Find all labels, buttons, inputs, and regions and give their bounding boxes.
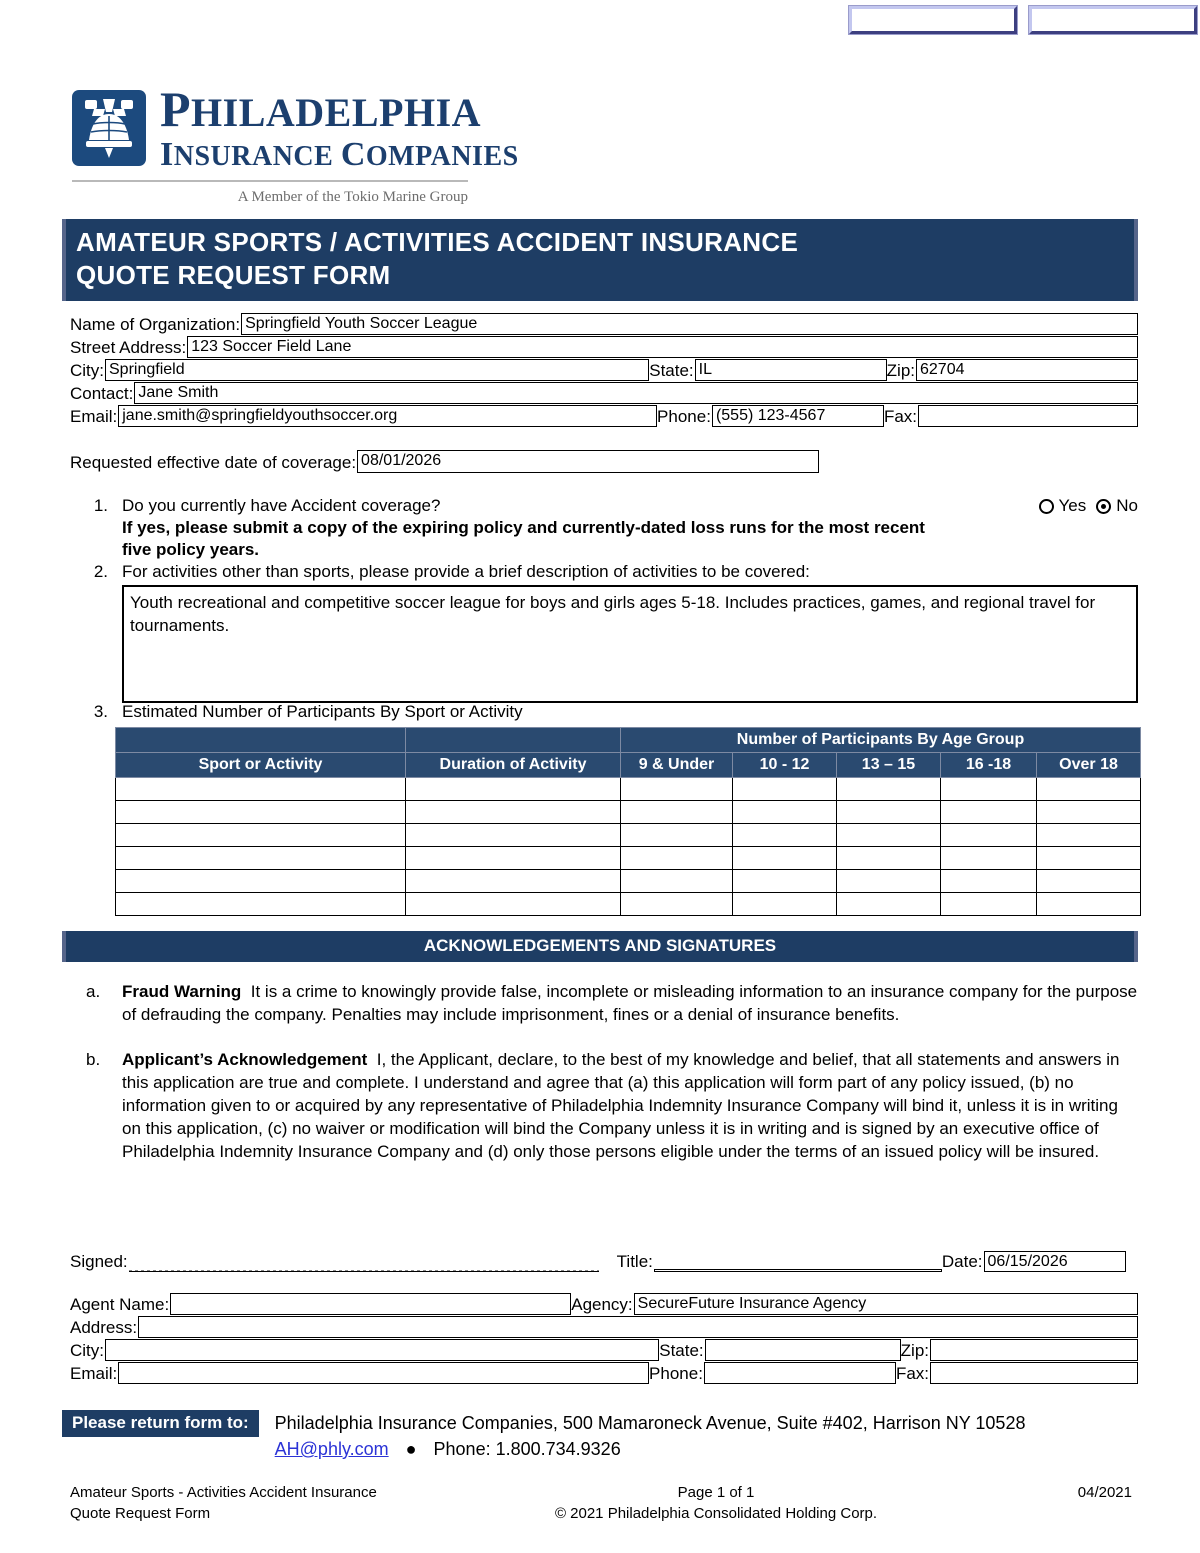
org-email-input[interactable]: jane.smith@springfieldyouthsoccer.org: [118, 405, 657, 427]
table-row: [116, 801, 1141, 824]
org-contact-input[interactable]: Jane Smith: [134, 382, 1138, 404]
agent-email-phone-fax-row: [70, 1362, 1138, 1384]
group-header-blank-2: [406, 728, 621, 753]
cell-9-under[interactable]: [621, 778, 733, 801]
org-street-row: [70, 336, 1138, 358]
ack-a-heading: Fraud Warning: [122, 982, 242, 1001]
org-street-label: Street Address:: [70, 338, 187, 357]
table-row: [116, 778, 1141, 801]
cell-13-15[interactable]: [837, 801, 941, 824]
org-city-label: City:: [70, 361, 104, 380]
org-phone-input[interactable]: (555) 123-4567: [712, 405, 884, 427]
agent-city-state-zip-row: [70, 1339, 1138, 1361]
cell-13-15[interactable]: [837, 824, 941, 847]
cell-10-12[interactable]: [733, 824, 837, 847]
table-row: [116, 870, 1141, 893]
logo-rest-companies: OMPANIES: [365, 141, 519, 172]
group-header-age-group: Number of Participants By Age Group: [621, 728, 1141, 753]
agent-zip-label: Zip:: [900, 1341, 929, 1360]
signed-input[interactable]: [129, 1253, 599, 1272]
question-2: [70, 561, 1138, 703]
column-header-10-12: 10 - 12: [733, 753, 837, 778]
agent-email-label: Email:: [70, 1364, 118, 1383]
question-3: [70, 701, 1138, 723]
footer-page-number: Page 1 of 1: [677, 1484, 755, 1501]
org-zip-label: Zip:: [886, 361, 915, 380]
ack-b-heading: Applicant’s Acknowledgement: [122, 1050, 368, 1069]
footer-left-line1: Amateur Sports - Activities Accident Insurance: [70, 1484, 377, 1501]
cell-duration[interactable]: [406, 893, 621, 916]
agency-label: Agency:: [571, 1295, 633, 1314]
org-email-label: Email:: [70, 407, 118, 426]
column-header-9-under: 9 & Under: [621, 753, 733, 778]
cell-10-12[interactable]: [733, 778, 837, 801]
title-input[interactable]: [654, 1269, 942, 1272]
acknowledgements-banner: ACKNOWLEDGEMENTS AND SIGNATURES: [62, 931, 1138, 962]
effective-date-input[interactable]: 08/01/2026: [357, 450, 819, 473]
ack-b-body: I, the Applicant, declare, to the best of my knowledge and belief, that all statements and answers in this application are true and complete. I understand and agree that (a) this application will form part of any policy issued, (b) no information given to or acquired by any representative of Philadelphia Indemnity Insurance Company will bind it, unless it is in writing on this application, (c) no waiver or modification will bind the Company unless it is in writing and is signed by an executive office of Philadelphia Indemnity Insurance Company and (d) only those persons eligible under the terms of an issued policy will be insured.: [122, 1050, 1120, 1161]
cell-9-under[interactable]: [621, 893, 733, 916]
column-header-over-18: Over 18: [1037, 753, 1141, 778]
agent-zip-input[interactable]: [930, 1339, 1138, 1361]
org-city-state-zip-row: [70, 359, 1138, 381]
org-name-label: Name of Organization:: [70, 315, 241, 334]
cell-sport[interactable]: [116, 847, 406, 870]
acknowledgements-section: [70, 980, 1138, 1185]
title-label: Title:: [616, 1252, 653, 1271]
date-input[interactable]: 06/15/2026: [984, 1251, 1126, 1272]
date-label: Date:: [941, 1252, 983, 1271]
footer-copyright: © 2021 Philadelphia Consolidated Holding Corp.: [554, 1505, 878, 1522]
cell-10-12[interactable]: [733, 847, 837, 870]
radio-option-no[interactable]: [1096, 495, 1138, 517]
agent-email-input[interactable]: [118, 1362, 649, 1384]
signature-section: [70, 1248, 1138, 1272]
column-header-16-18: 16 -18: [941, 753, 1037, 778]
acknowledgement-item-a: [70, 980, 1138, 1026]
question-1-text: Do you currently have Accident coverage?: [122, 496, 441, 515]
ack-a-body: It is a crime to knowingly provide false, incomplete or misleading information to an insurance company for the purpose of defrauding the company. Penalties may include imprisonment, fines or a denial of insurance benefits.: [122, 982, 1138, 1024]
cell-duration[interactable]: [406, 778, 621, 801]
ack-b-letter: b.: [86, 1050, 101, 1069]
question-1-radio-group: [1039, 495, 1138, 517]
org-phone-label: Phone:: [657, 407, 711, 426]
return-to-section: [62, 1410, 1142, 1462]
cell-9-under[interactable]: [621, 847, 733, 870]
cell-13-15[interactable]: [837, 893, 941, 916]
logo-divider: [72, 180, 468, 182]
company-logo: [72, 81, 519, 206]
cell-duration[interactable]: [406, 801, 621, 824]
question-2-number: 2.: [93, 562, 108, 581]
cell-over-18[interactable]: [1037, 778, 1141, 801]
cell-16-18[interactable]: [941, 778, 1037, 801]
cell-13-15[interactable]: [837, 870, 941, 893]
page-footer: [70, 1482, 1132, 1524]
org-name-input[interactable]: Springfield Youth Soccer League: [241, 313, 1138, 335]
question-1: [70, 495, 1138, 561]
org-contact-label: Contact:: [70, 384, 134, 403]
cell-over-18[interactable]: [1037, 893, 1141, 916]
org-state-input[interactable]: IL: [695, 359, 887, 381]
column-header-sport: Sport or Activity: [116, 753, 406, 778]
cell-9-under[interactable]: [621, 801, 733, 824]
agent-phone-input[interactable]: [704, 1362, 896, 1384]
radio-yes-icon[interactable]: [1039, 499, 1054, 514]
org-fax-label: Fax:: [883, 407, 917, 426]
footer-left-line2: Quote Request Form: [70, 1505, 211, 1522]
cell-over-18[interactable]: [1037, 847, 1141, 870]
participants-table: [115, 727, 1141, 916]
effective-date-label: Requested effective date of coverage:: [70, 453, 357, 472]
liberty-bell-icon: [72, 90, 146, 166]
cell-16-18[interactable]: [941, 870, 1037, 893]
return-to-email-link[interactable]: AH@phly.com: [274, 1439, 389, 1459]
ack-a-letter: a.: [86, 982, 101, 1001]
return-to-tag: Please return form to:: [62, 1410, 259, 1437]
agent-address-row: [70, 1316, 1138, 1338]
signed-label: Signed:: [70, 1252, 128, 1271]
questions-section: [70, 495, 1138, 703]
logo-text-philadelphia: [160, 81, 519, 137]
agent-state-label: State:: [659, 1341, 704, 1360]
cell-16-18[interactable]: [941, 801, 1037, 824]
radio-option-yes[interactable]: [1039, 495, 1087, 517]
footer-revision-date: 04/2021: [1077, 1484, 1132, 1501]
question-3-section: [70, 701, 1138, 916]
organization-section: [70, 313, 1138, 428]
cell-over-18[interactable]: [1037, 870, 1141, 893]
acknowledgement-item-b: [70, 1048, 1138, 1163]
cell-over-18[interactable]: [1037, 824, 1141, 847]
cell-10-12[interactable]: [733, 801, 837, 824]
cell-10-12[interactable]: [733, 893, 837, 916]
question-1-number: 1.: [93, 496, 108, 515]
logo-rest-philadelphia: HILADELPHIA: [191, 90, 482, 135]
cell-13-15[interactable]: [837, 847, 941, 870]
cell-9-under[interactable]: [621, 824, 733, 847]
agent-city-label: City:: [70, 1341, 104, 1360]
form-title-line1: AMATEUR SPORTS / ACTIVITIES ACCIDENT INSURANCE: [76, 227, 799, 257]
logo-cap-p: P: [160, 81, 192, 137]
agent-address-label: Address:: [70, 1318, 138, 1337]
bullet-separator-icon: ●: [405, 1439, 417, 1459]
top-field-left[interactable]: [849, 6, 1017, 34]
agent-state-input[interactable]: [705, 1339, 901, 1361]
agent-city-input[interactable]: [105, 1339, 659, 1361]
form-title-banner: [62, 219, 1138, 301]
org-email-phone-fax-row: [70, 405, 1138, 427]
cell-10-12[interactable]: [733, 870, 837, 893]
logo-cap-c: C: [340, 136, 366, 173]
agent-name-input[interactable]: [170, 1293, 571, 1315]
logo-tagline: A Member of the Tokio Marine Group: [237, 189, 468, 205]
logo-rest-insurance: NSURANCE: [173, 141, 334, 172]
cell-16-18[interactable]: [941, 893, 1037, 916]
cell-9-under[interactable]: [621, 870, 733, 893]
cell-sport[interactable]: [116, 801, 406, 824]
cell-over-18[interactable]: [1037, 801, 1141, 824]
activities-description-textarea[interactable]: Youth recreational and competitive soccer league for boys and girls ages 5-18. Includes practices, games, and regional travel for tournaments.: [122, 585, 1138, 703]
table-group-header-row: [116, 728, 1141, 753]
org-contact-row: [70, 382, 1138, 404]
table-row: [116, 893, 1141, 916]
cell-duration[interactable]: [406, 847, 621, 870]
radio-yes-label: Yes: [1058, 496, 1087, 515]
cell-16-18[interactable]: [941, 847, 1037, 870]
logo-text-insurance-companies: [160, 138, 519, 172]
org-name-row: [70, 313, 1138, 335]
cell-13-15[interactable]: [837, 778, 941, 801]
cell-sport[interactable]: [116, 824, 406, 847]
question-2-text: For activities other than sports, please provide a brief description of activities to be covered:: [122, 562, 810, 581]
cell-sport[interactable]: [116, 893, 406, 916]
question-3-number: 3.: [93, 702, 108, 721]
agent-phone-label: Phone:: [649, 1364, 703, 1383]
agent-name-agency-row: [70, 1293, 1138, 1315]
org-street-input[interactable]: 123 Soccer Field Lane: [187, 336, 1138, 358]
effective-date-row: [70, 450, 819, 473]
agent-fax-label: Fax:: [895, 1364, 929, 1383]
return-to-address: Philadelphia Insurance Companies, 500 Mamaroneck Avenue, Suite #402, Harrison NY 10528: [274, 1413, 1026, 1433]
column-header-13-15: 13 – 15: [837, 753, 941, 778]
agent-fax-input[interactable]: [930, 1362, 1138, 1384]
org-state-label: State:: [649, 361, 694, 380]
top-form-field-row: [0, 6, 1200, 42]
top-field-right[interactable]: [1029, 6, 1197, 34]
question-1-followup: If yes, please submit a copy of the expiring policy and currently-dated loss runs for the most recent five policy years.: [122, 518, 925, 559]
cell-16-18[interactable]: [941, 824, 1037, 847]
cell-duration[interactable]: [406, 870, 621, 893]
column-header-duration: Duration of Activity: [406, 753, 621, 778]
cell-duration[interactable]: [406, 824, 621, 847]
agency-input[interactable]: SecureFuture Insurance Agency: [634, 1293, 1138, 1315]
return-to-phone: Phone: 1.800.734.9326: [433, 1439, 621, 1459]
agent-address-input[interactable]: [138, 1316, 1138, 1338]
table-row: [116, 847, 1141, 870]
table-row: [116, 824, 1141, 847]
radio-no-icon[interactable]: [1096, 499, 1111, 514]
agent-name-label: Agent Name:: [70, 1295, 170, 1314]
org-city-input[interactable]: Springfield: [105, 359, 649, 381]
org-fax-input[interactable]: [918, 405, 1138, 427]
org-zip-input[interactable]: 62704: [916, 359, 1138, 381]
form-title-line2: QUOTE REQUEST FORM: [76, 259, 391, 290]
agent-section: [70, 1293, 1138, 1385]
cell-sport[interactable]: [116, 870, 406, 893]
question-3-text: Estimated Number of Participants By Sport or Activity: [122, 702, 523, 721]
cell-sport[interactable]: [116, 778, 406, 801]
logo-cap-i: I: [160, 136, 174, 173]
radio-no-label: No: [1116, 496, 1138, 515]
table-column-header-row: [116, 753, 1141, 778]
signed-title-date-row: [70, 1248, 1138, 1272]
group-header-blank-1: [116, 728, 406, 753]
